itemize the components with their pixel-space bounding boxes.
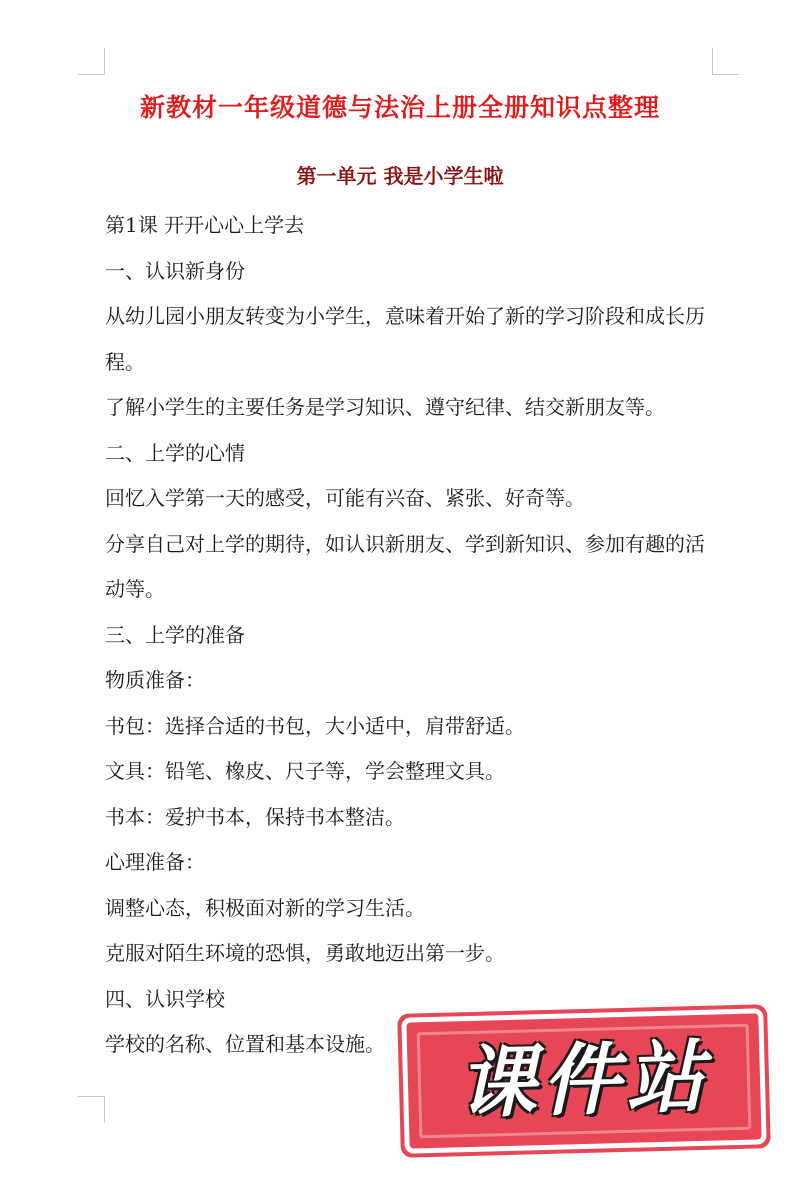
- paragraph: 文具：铅笔、橡皮、尺子等，学会整理文具。: [105, 759, 505, 783]
- subsection-heading: 心理准备：: [105, 850, 205, 874]
- document-title: 新教材一年级道德与法治上册全册知识点整理: [139, 93, 660, 122]
- section-heading: 三、上学的准备: [105, 622, 245, 647]
- paragraph: 分享自己对上学的期待，如认识新朋友、学到新知识、参加有趣的活动等。: [105, 531, 705, 601]
- watermark-text: 课件站: [456, 1032, 712, 1130]
- unit-title: 第一单元 我是小学生啦: [296, 164, 504, 188]
- paragraph: 克服对陌生环境的恐惧，勇敢地迈出第一步。: [105, 941, 505, 965]
- crop-mark-top-left: [78, 48, 105, 75]
- subsection-heading: 物质准备：: [105, 668, 205, 692]
- paragraph: 调整心态，积极面对新的学习生活。: [105, 895, 425, 920]
- paragraph: 书本：爱护书本，保持书本整洁。: [105, 804, 405, 829]
- paragraph: 从幼儿园小朋友转变为小学生，意味着开始了新的学习阶段和成长历程。: [105, 304, 705, 374]
- lesson-heading: 第1课 开开心心上学去: [105, 213, 305, 237]
- crop-mark-top-right: [712, 48, 739, 75]
- paragraph: 回忆入学第一天的感受，可能有兴奋、紧张、好奇等。: [105, 486, 585, 510]
- crop-mark-bottom-left: [78, 1096, 105, 1123]
- paragraph: 了解小学生的主要任务是学习知识、遵守纪律、结交新朋友等。: [105, 395, 665, 419]
- section-heading: 四、认识学校: [105, 986, 225, 1011]
- document-body: [105, 203, 720, 1068]
- section-heading: 二、上学的心情: [105, 440, 245, 465]
- paragraph: 书包：选择合适的书包，大小适中，肩带舒适。: [105, 713, 525, 738]
- section-heading: 一、认识新身份: [105, 258, 245, 283]
- paragraph: 学校的名称、位置和基本设施。: [105, 1032, 385, 1056]
- watermark-stamp: [406, 1013, 761, 1148]
